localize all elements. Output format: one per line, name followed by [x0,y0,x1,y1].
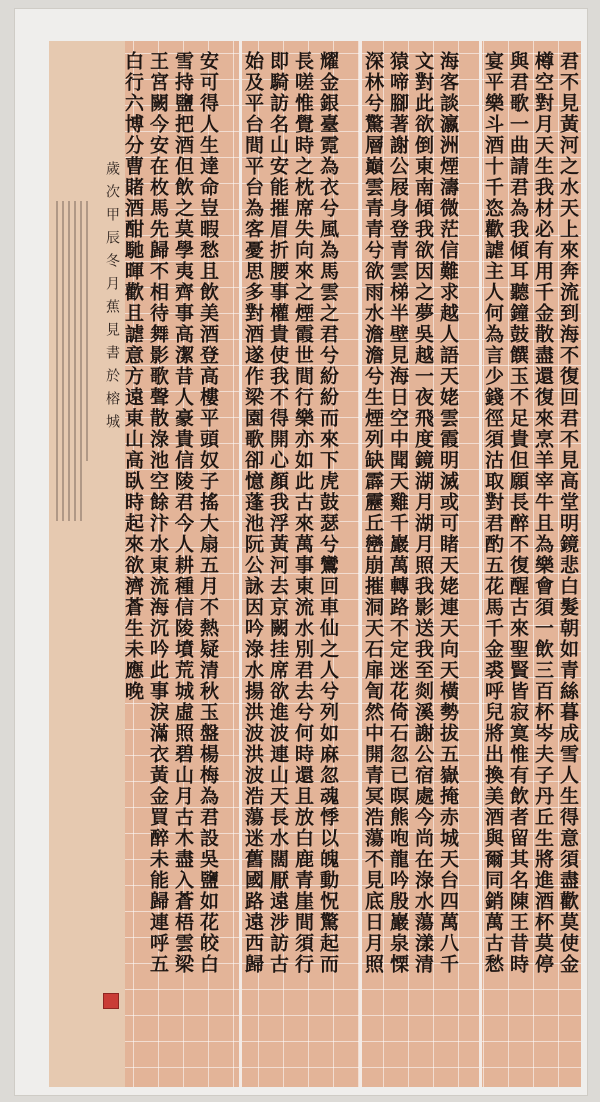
text-column-8: 深林兮驚層巔雲青青兮欲雨水澹澹兮生煙列缺霹靂丘巒崩摧洞天石扉訇然中開青冥浩蕩不見底日月照 [362,51,384,975]
text-column-16: 白行六博分曹賭酒酣馳暉歡且謔意方遠東山高臥時起來欲濟蒼生未應晚 [122,51,144,702]
text-column-4: 宴平樂斗酒十千恣歡謔主人何為言少錢徑須沽取對君酌五花馬千金裘呼兒將出換美酒與爾同銷萬古愁 [482,51,504,975]
text-column-10: 長嗟惟覺時之枕席失向來之煙霞世間行樂亦如此古來萬事東流水別君去兮何時還且放白鹿青崖間須行 [292,51,314,975]
scroll-mount [14,8,588,1096]
text-column-9: 耀金銀臺霓為衣兮風為馬雲之君兮紛紛而來下虎鼓瑟兮鸞回車仙之人兮列如麻忽魂悸以魄動怳驚起而 [317,51,339,975]
text-column-11: 即騎訪名山安能摧眉折腰事權貴使我不得開心顏我浮黃河去京闕挂席欲進波連山天長水闊厭遠涉訪古 [267,51,289,975]
text-column-2: 樽空對月天生我材必有用千金散盡還復來烹羊宰牛且為樂會須一飲三百杯岑夫子丹丘生將進酒杯莫停 [532,51,554,975]
red-seal [103,993,119,1009]
text-column-6: 文對此欲倒東南傾我欲因之夢吳越一夜飛度鏡湖月湖月照我影送我至剡溪謝公宿處今尚在淥水蕩漾清 [412,51,434,975]
text-column-7: 猿啼腳著謝公屐身登青雲梯半壁見海日空中聞天雞千巖萬轉路不定迷花倚石忽已暝熊咆龍吟殷巖泉慄 [387,51,409,975]
small-colophon-notes [53,201,93,521]
text-column-1: 君不見黃河之水天上來奔流到海不復回君不見高堂明鏡悲白髮朝如青絲暮成雪人生得意須盡歡莫使金 [557,51,579,975]
text-column-15: 王宮闕今安在枚馬先歸不相待舞影歌聲散淥池空餘汴水東流海沉吟此事淚滿衣黃金買醉未能歸連呼五 [147,51,169,975]
colophon-panel [49,41,125,1087]
calligraphy-artwork [49,41,581,1087]
text-column-13: 安可得人生達命豈暇愁且飲美酒登高樓平頭奴子搖大扇五月不熱疑清秋玉盤楊梅為君設吳鹽如花皎白 [197,51,219,975]
grid-paper [122,41,581,1087]
inscription-signature: 歲次甲辰冬月蕉見書於榕城 [104,161,120,437]
text-column-3: 與君歌一曲請君為我傾耳聽鐘鼓饌玉不足貴但願長醉不復醒古來聖賢皆寂寞惟有飲者留其名陳王昔時 [507,51,529,975]
text-column-14: 雪持鹽把酒但飲之莫學夷齊事高潔昔人豪貴信陵君今人耕種信陵墳荒城虛照碧山月古木盡入蒼梧雲梁 [172,51,194,975]
text-column-5: 海客談瀛洲煙濤微茫信難求越人語天姥雲霞明滅或可睹天姥連天向天橫勢拔五嶽掩赤城天台四萬八千 [437,51,459,975]
text-column-12: 始及平台間平台為客憂思多對酒遂作梁園歌卻憶蓬池阮公詠因吟淥水揚洪波洪波浩蕩迷舊國路遠西歸 [242,51,264,975]
